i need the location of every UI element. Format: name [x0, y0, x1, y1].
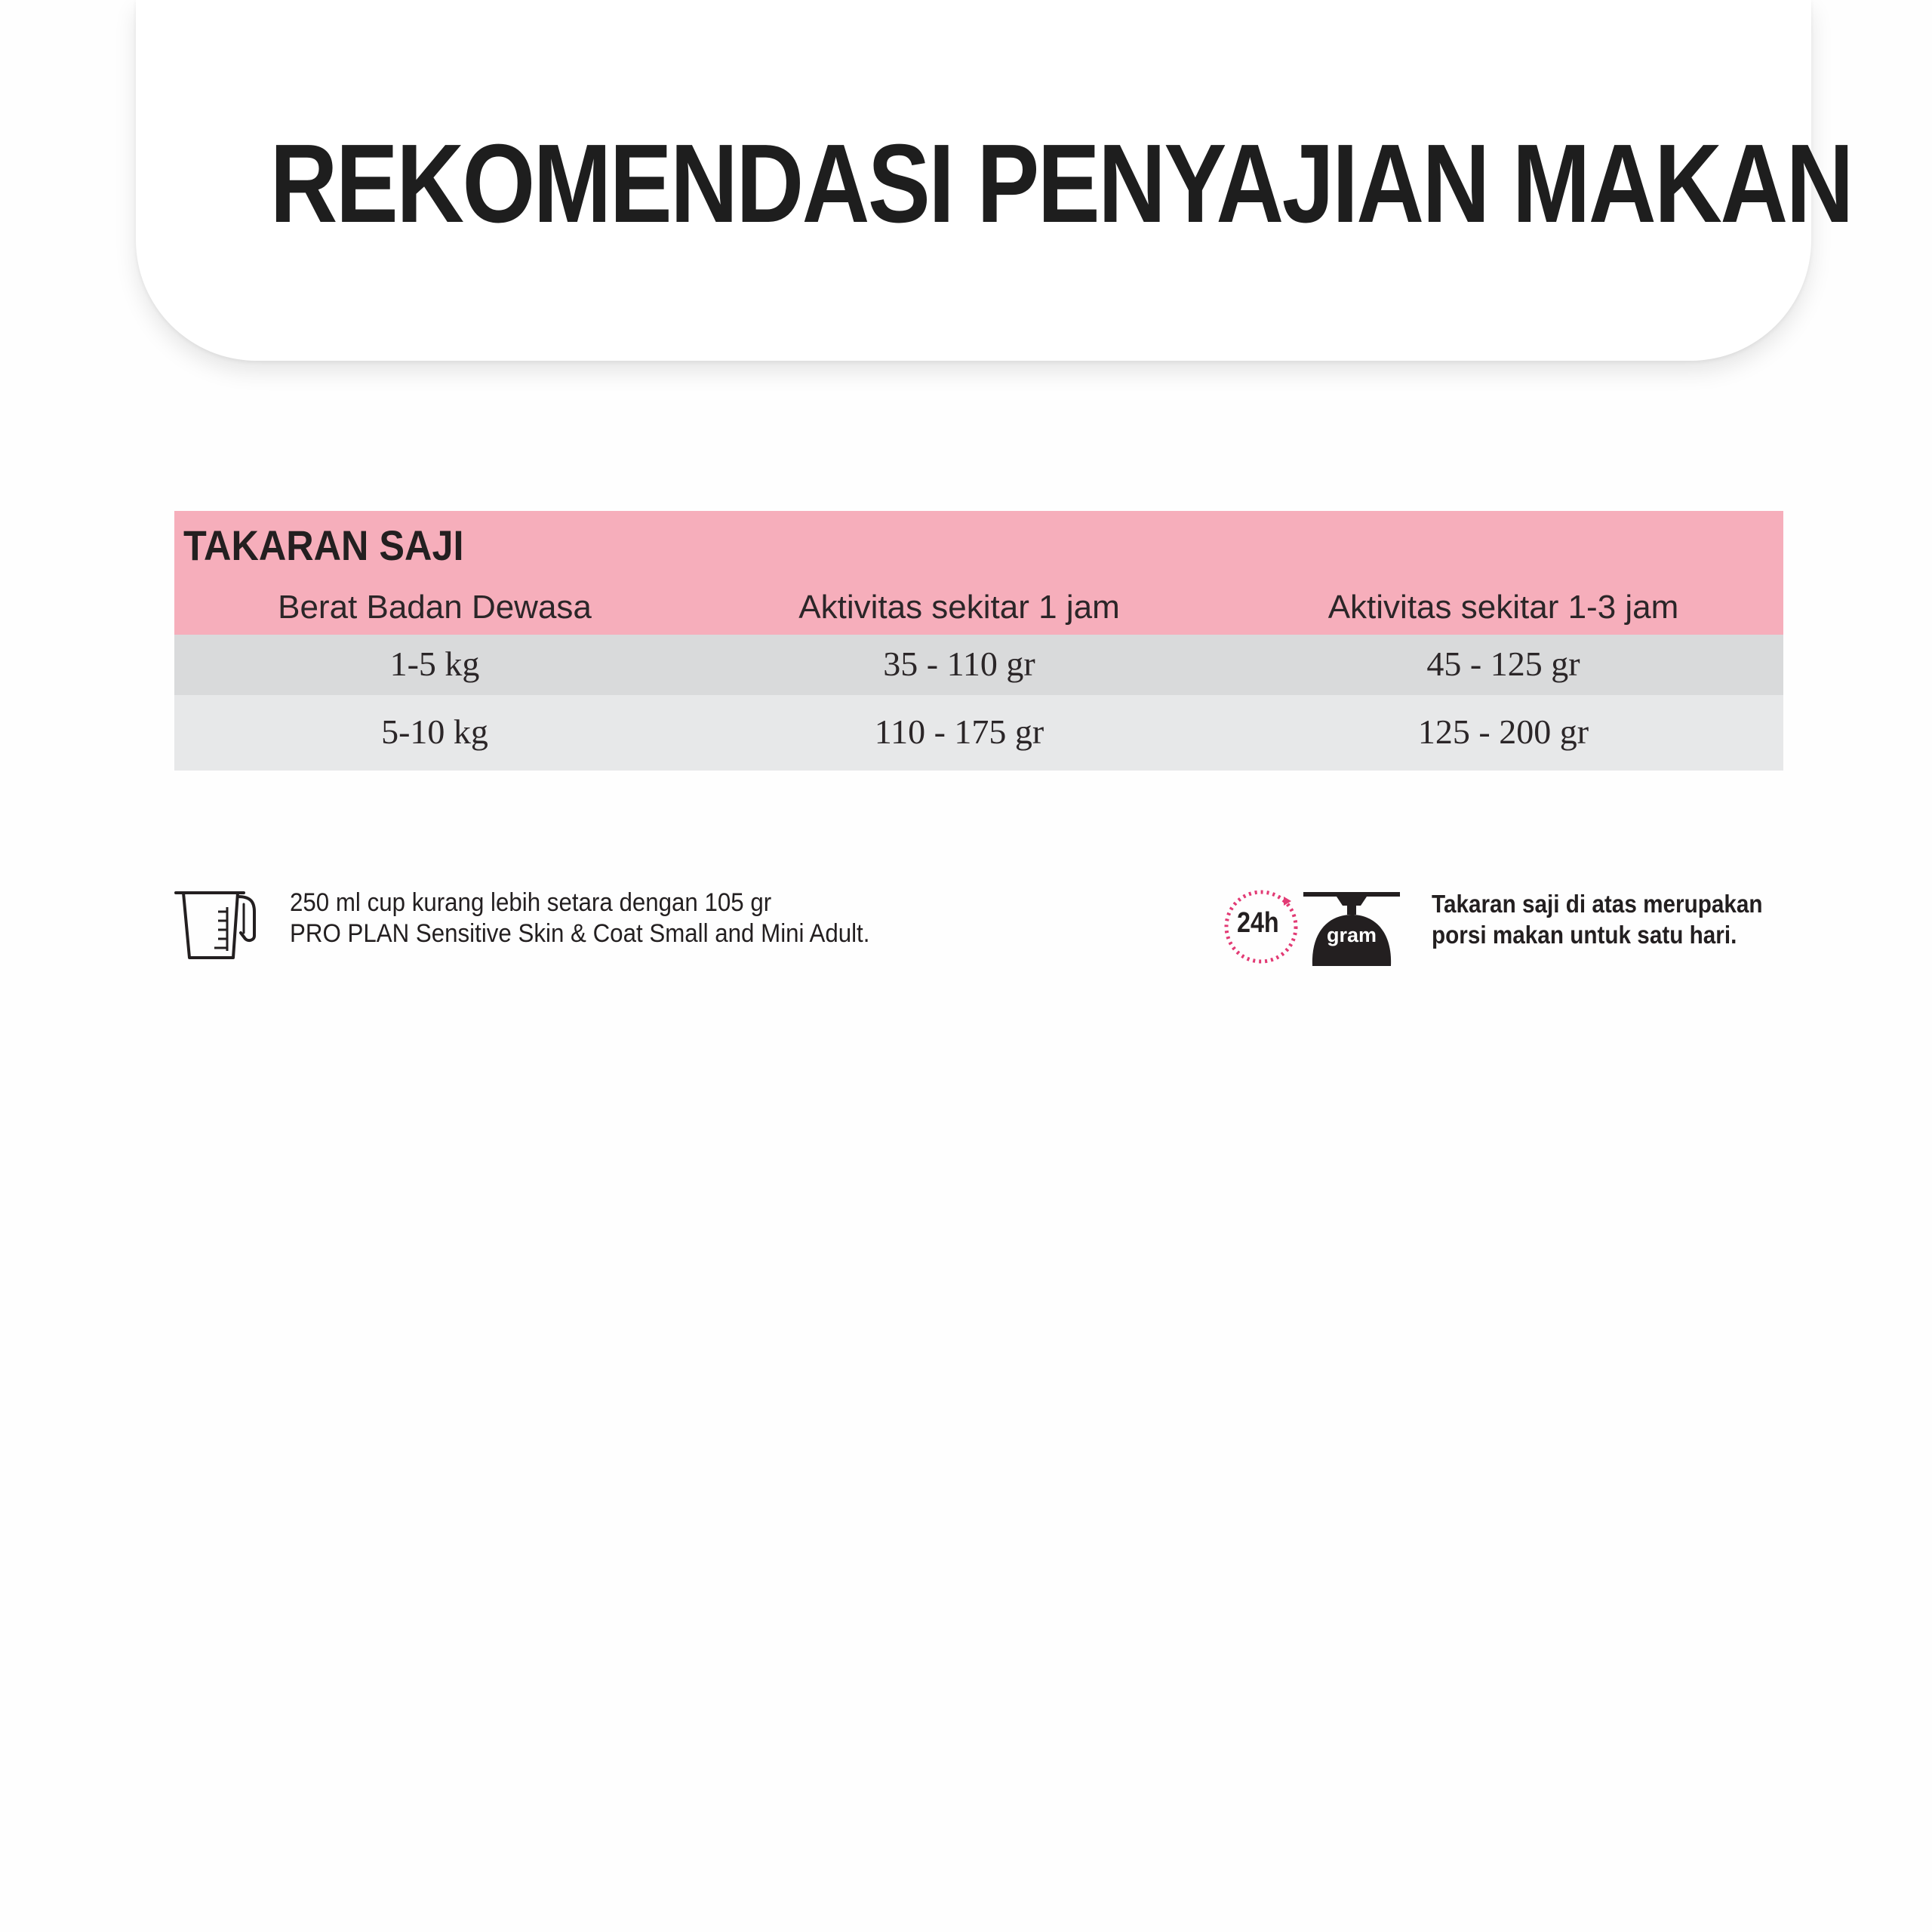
table-header — [174, 511, 1783, 635]
cup-note-line-2: PRO PLAN Sensitive Skin & Coat Small and Mini Adult. — [290, 919, 870, 948]
table-cell-weight: 5-10 kg — [381, 712, 488, 751]
cup-note — [173, 888, 1003, 963]
column-header-activity-1h: Aktivitas sekitar 1 jam — [798, 589, 1120, 626]
table-cell-activity-1-3h: 125 - 200 gr — [1417, 712, 1589, 751]
column-header-weight: Berat Badan Dewasa — [278, 589, 592, 626]
clock-hours-label: 24h — [1237, 907, 1279, 939]
daily-portion-note — [1219, 883, 1792, 974]
table-heading: TAKARAN SAJI — [183, 521, 464, 569]
table-cell-weight: 1-5 kg — [389, 645, 480, 683]
cup-note-line-1: 250 ml cup kurang lebih setara dengan 105 gr — [290, 888, 772, 917]
page-title: REKOMENDASI PENYAJIAN MAKAN — [269, 122, 1852, 246]
table-cell-activity-1-3h: 45 - 125 gr — [1426, 645, 1580, 683]
scale-unit-label: gram — [1326, 924, 1377, 946]
title-card — [136, 0, 1852, 361]
serving-table — [174, 511, 1783, 771]
daily-note-line-2: porsi makan untuk satu hari. — [1432, 921, 1737, 949]
cup-note-text — [290, 888, 920, 949]
measuring-cup-icon — [173, 889, 257, 961]
daily-note-line-1: Takaran saji di atas merupakan — [1432, 890, 1763, 918]
table-cell-activity-1h: 35 - 110 gr — [883, 645, 1035, 683]
table-row — [174, 635, 1783, 695]
table-row — [174, 695, 1783, 771]
column-headers — [174, 591, 1783, 629]
daily-note-text — [1432, 888, 1799, 950]
column-header-activity-1-3h: Aktivitas sekitar 1-3 jam — [1327, 589, 1679, 626]
table-cell-activity-1h: 110 - 175 gr — [874, 712, 1044, 751]
